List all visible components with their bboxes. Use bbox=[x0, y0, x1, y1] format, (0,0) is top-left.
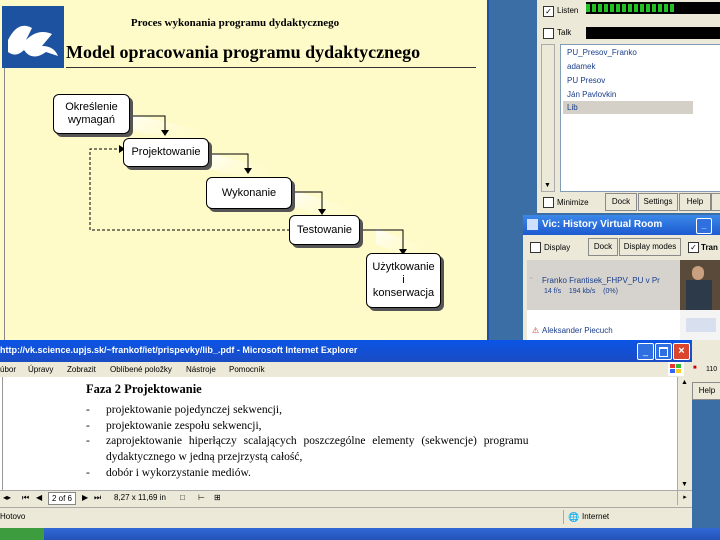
step-box-implementation: Wykonanie bbox=[206, 177, 292, 209]
participant-item[interactable]: Ján Pavlovkin bbox=[567, 90, 617, 99]
status-text: Hotovo bbox=[0, 512, 26, 521]
participant-list bbox=[560, 44, 720, 192]
minimize-icon[interactable]: _ bbox=[696, 218, 712, 234]
pdf-bullet-dash: - bbox=[86, 404, 90, 416]
scroll-right-icon[interactable]: ▸ bbox=[677, 491, 692, 505]
status-dot-icon: ■ bbox=[693, 365, 697, 371]
bullet-icon: ◦ bbox=[530, 275, 533, 282]
participant-item-selected[interactable]: Lib bbox=[563, 101, 693, 114]
single-page-icon[interactable]: □ bbox=[180, 493, 185, 502]
page-size-label: 8,27 x 11,69 in bbox=[114, 493, 166, 502]
settings-button[interactable]: Settings bbox=[638, 193, 678, 211]
vic-dock-button[interactable]: Dock bbox=[588, 238, 618, 256]
video-entry[interactable] bbox=[527, 260, 680, 310]
step-box-maintenance: Użytkowanie i konserwacja bbox=[366, 253, 441, 308]
display-label: Display bbox=[544, 243, 571, 252]
display-checkbox[interactable] bbox=[530, 242, 541, 253]
participant-scrollbar[interactable] bbox=[541, 44, 555, 192]
vic-app-icon bbox=[527, 219, 538, 230]
help-button[interactable]: Help bbox=[679, 193, 711, 211]
page-number-field[interactable]: 2 of 6 bbox=[48, 492, 76, 505]
minimize-checkbox[interactable] bbox=[543, 197, 554, 208]
dock-button[interactable]: Dock bbox=[605, 193, 637, 211]
participant-item[interactable]: PU Presov bbox=[567, 76, 606, 85]
menu-file[interactable]: úbor bbox=[0, 365, 17, 374]
pdf-bullet: projektowanie zespołu sekwencji, bbox=[106, 420, 262, 432]
listen-label: Listen bbox=[557, 6, 579, 15]
pdf-bullet: projektowanie pojedynczej sekwencji, bbox=[106, 404, 282, 416]
display-modes-button[interactable]: Display modes bbox=[619, 238, 681, 256]
vic-help-button[interactable]: Help bbox=[692, 382, 720, 400]
participant-item[interactable]: PU_Presov_Franko bbox=[567, 48, 637, 57]
scroll-up-icon[interactable]: ▲ bbox=[681, 379, 688, 386]
menu-tools[interactable]: Nástroje bbox=[186, 365, 216, 374]
pdf-bullet: dobór i wykorzystanie mediów. bbox=[106, 467, 251, 479]
tran-label: Tran bbox=[701, 243, 718, 252]
menu-edit[interactable]: Úpravy bbox=[28, 365, 54, 374]
first-page-icon[interactable]: ⏮ bbox=[22, 493, 30, 502]
step-box-requirements: Określenie wymagań bbox=[53, 94, 130, 134]
last-page-icon[interactable]: ⏭ bbox=[94, 493, 102, 502]
vic-titlebar[interactable] bbox=[523, 215, 720, 235]
slide-subtitle: Proces wykonania programu dydaktycznego bbox=[130, 17, 340, 29]
talk-label: Talk bbox=[557, 28, 572, 37]
slide-title: Model opracowania programu dydaktycznego bbox=[66, 42, 421, 62]
close-icon[interactable]: × bbox=[673, 343, 690, 360]
ie-title-text: http://vk.science.upjs.sk/~frankof/iet/prispevky/lib_.pdf - Microsoft Internet Explorer bbox=[0, 345, 358, 355]
pdf-page-edge bbox=[2, 377, 3, 490]
overflow-button[interactable] bbox=[711, 193, 720, 211]
zone-text: Internet bbox=[582, 512, 610, 521]
status-divider bbox=[563, 510, 564, 524]
pdf-bullet-dash: - bbox=[86, 467, 90, 479]
internet-zone-icon: 🌐 bbox=[568, 512, 580, 522]
menu-view[interactable]: Zobrazit bbox=[67, 365, 96, 374]
step-box-testing: Testowanie bbox=[289, 215, 360, 245]
minimize-icon[interactable]: _ bbox=[637, 343, 654, 360]
previous-page-icon[interactable]: ◀ bbox=[36, 493, 43, 502]
vic-info-row bbox=[692, 362, 720, 380]
university-logo bbox=[2, 6, 64, 68]
participant-item[interactable]: adamek bbox=[567, 62, 596, 71]
next-page-icon[interactable]: ▶ bbox=[82, 493, 89, 502]
scroll-down-icon[interactable]: ▼ bbox=[544, 182, 551, 189]
pdf-bullet-continuation: dydaktycznego w jedną przejrzystą całość, bbox=[106, 451, 303, 463]
video-entry-name: Aleksander Piecuch bbox=[542, 326, 613, 335]
menu-help[interactable]: Pomocník bbox=[229, 365, 265, 374]
video-entry[interactable] bbox=[527, 310, 680, 340]
listen-checkbox[interactable]: ✓ bbox=[543, 6, 554, 17]
listen-level-meter bbox=[586, 2, 720, 14]
pdf-content bbox=[0, 377, 677, 490]
windows-logo-icon bbox=[668, 362, 684, 376]
pdf-navigation-bar bbox=[0, 490, 692, 506]
ie-status-bar bbox=[0, 507, 692, 528]
ie-titlebar[interactable] bbox=[0, 340, 692, 362]
warning-icon: ⚠ bbox=[532, 326, 540, 335]
maximize-icon[interactable] bbox=[655, 343, 672, 360]
pdf-bullet-dash: - bbox=[86, 435, 90, 447]
ie-menubar bbox=[0, 362, 692, 377]
scroll-down-icon[interactable]: ▼ bbox=[681, 481, 688, 488]
pdf-bullet: zaprojektowanie hiperłączy scalających poszczególne elementy (sekwencje) programu bbox=[106, 435, 529, 447]
talk-level-meter bbox=[586, 27, 720, 39]
video-entry-name: Franko Frantisek_FHPV_PU v Pr bbox=[542, 276, 660, 285]
menu-favorites[interactable]: Oblíbené položky bbox=[110, 365, 172, 374]
video-thumbnail[interactable] bbox=[680, 310, 720, 340]
pdf-vertical-scrollbar[interactable] bbox=[677, 377, 692, 490]
tran-checkbox[interactable]: ✓ bbox=[688, 242, 699, 253]
desktop-background bbox=[692, 400, 720, 528]
talk-checkbox[interactable] bbox=[543, 28, 554, 39]
start-button[interactable] bbox=[0, 528, 44, 540]
split-handle-icon[interactable]: ◂▸ bbox=[3, 493, 12, 502]
windows-taskbar[interactable] bbox=[0, 528, 720, 540]
vic-number: 110 bbox=[706, 366, 718, 373]
pdf-heading: Faza 2 Projektowanie bbox=[86, 382, 202, 396]
vic-title-text: Vic: History Virtual Room bbox=[542, 219, 663, 230]
step-box-design: Projektowanie bbox=[123, 138, 209, 167]
facing-pages-icon[interactable]: ⊞ bbox=[214, 493, 221, 502]
video-entry-stats: 14 f/s 194 kb/s (0%) bbox=[544, 288, 618, 295]
minimize-label: Minimize bbox=[557, 198, 589, 207]
video-thumbnail[interactable] bbox=[680, 260, 720, 310]
pdf-bullet-dash: - bbox=[86, 420, 90, 432]
continuous-icon[interactable]: ⊢ bbox=[198, 493, 205, 502]
